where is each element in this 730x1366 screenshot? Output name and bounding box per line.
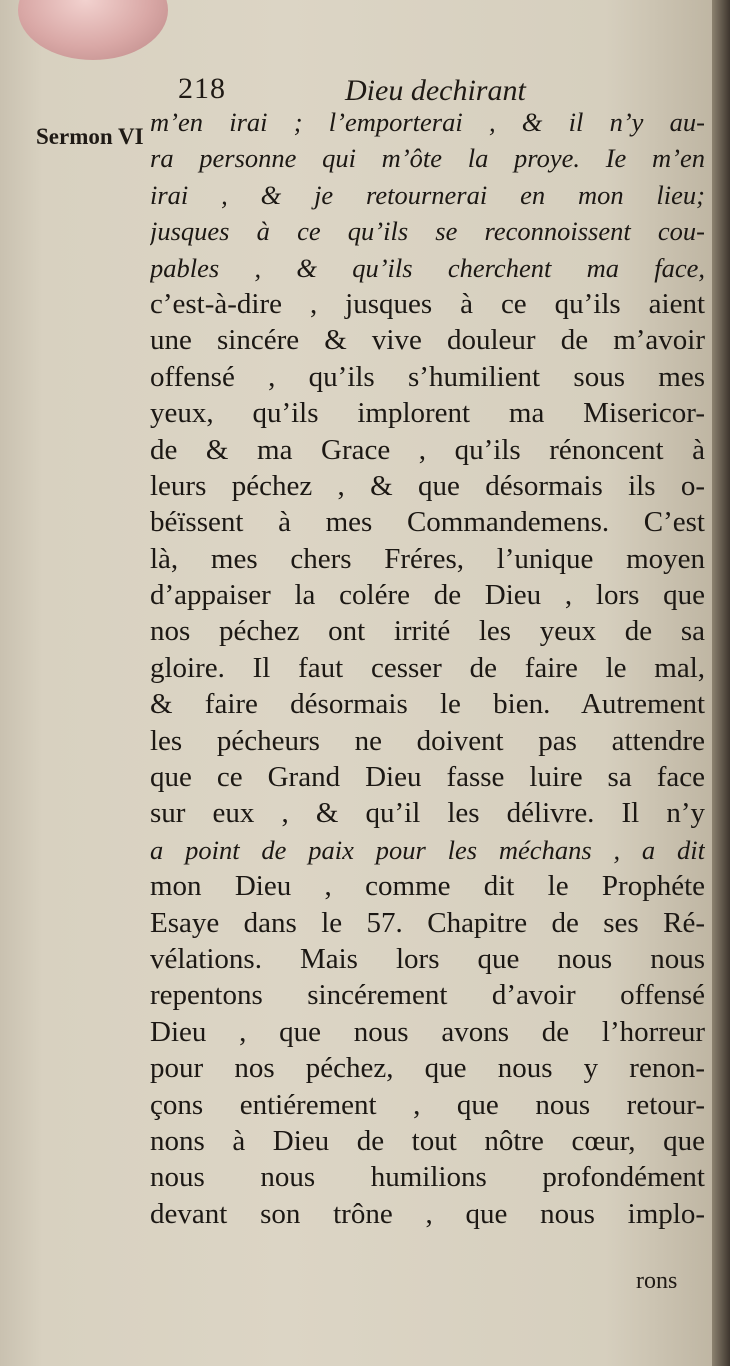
text-line: leurs péchez , & que désormais ils o- — [150, 469, 705, 502]
thumb-in-frame — [18, 0, 168, 60]
text-line: vélations. Mais lors que nous nous — [150, 942, 705, 975]
body-text — [150, 104, 705, 1232]
text-line: ra personne qui m’ôte la proye. Ie m’en — [150, 143, 705, 174]
text-line: que ce Grand Dieu fasse luire sa face — [150, 761, 705, 794]
text-line: & faire désormais le bien. Autrement — [150, 688, 705, 721]
text-line: gloire. Il faut cesser de faire le mal, — [150, 651, 705, 684]
text-line: béïssent à mes Commandemens. C’est — [150, 506, 705, 539]
text-line: devant son trône , que nous implo- — [150, 1197, 705, 1230]
text-line: pables , & qu’ils cherchent ma face, — [150, 252, 705, 283]
text-line: sur eux , & qu’il les délivre. Il n’y — [150, 797, 705, 830]
book-gutter-edge — [712, 0, 730, 1366]
text-line: offensé , qu’ils s’humilient sous mes — [150, 360, 705, 393]
text-line: irai , & je retournerai en mon lieu; — [150, 179, 705, 210]
page-number: 218 — [178, 72, 226, 105]
text-line: une sincére & vive douleur de m’avoir — [150, 324, 705, 357]
text-line: d’appaiser la colére de Dieu , lors que — [150, 579, 705, 612]
text-line: a point de paix pour les méchans , a dit — [150, 834, 705, 865]
text-line: repentons sincérement d’avoir offensé — [150, 979, 705, 1012]
text-line: yeux, qu’ils implorent ma Misericor- — [150, 397, 705, 430]
margin-note: Sermon VI — [36, 124, 144, 149]
text-line: pour nos péchez, que nous y renon- — [150, 1052, 705, 1085]
text-line: nos péchez ont irrité les yeux de sa — [150, 615, 705, 648]
text-line: jusques à ce qu’ils se reconnoissent cou- — [150, 216, 705, 247]
text-line: de & ma Grace , qu’ils rénoncent à — [150, 433, 705, 466]
text-line: nous nous humilions profondément — [150, 1161, 705, 1194]
text-line: mon Dieu , comme dit le Prophéte — [150, 870, 705, 903]
text-line: nons à Dieu de tout nôtre cœur, que — [150, 1124, 705, 1157]
text-line: Esaye dans le 57. Chapitre de ses Ré- — [150, 906, 705, 939]
text-line: m’en irai ; l’emporterai , & il n’y au- — [150, 107, 705, 137]
text-line: là, mes chers Fréres, l’unique moyen — [150, 542, 705, 575]
text-line: Dieu , que nous avons de l’horreur — [150, 1015, 705, 1048]
text-line: çons entiérement , que nous retour- — [150, 1088, 705, 1121]
text-line: c’est-à-dire , jusques à ce qu’ils aient — [150, 287, 705, 320]
text-line: les pécheurs ne doivent pas attendre — [150, 724, 705, 757]
catchword: rons — [636, 1268, 678, 1294]
running-head: Dieu dechirant — [345, 74, 526, 107]
